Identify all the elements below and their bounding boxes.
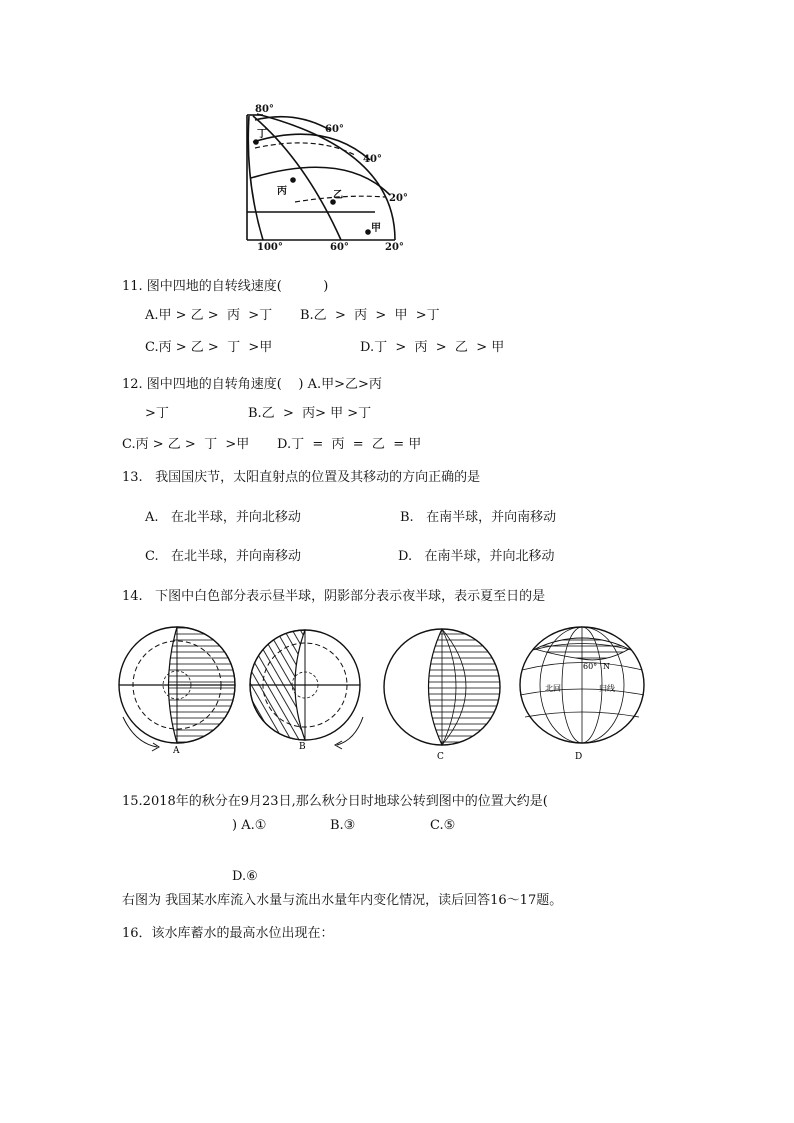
q11-option-c: C.丙 > 乙 > 丁 >甲 bbox=[145, 340, 273, 355]
globe-d bbox=[520, 627, 644, 762]
q11-option-a: A.甲 > 乙 > 丙 >丁 bbox=[145, 308, 273, 323]
globe-d-label-tropic2: 归线 bbox=[599, 684, 615, 693]
q12-stem: 12. 图中四地的自转角速度( ) A.甲>乙>丙 bbox=[122, 377, 382, 392]
q12-option-d: D.丁 = 丙 = 乙 = 甲 bbox=[277, 437, 422, 452]
globe-label-b: B bbox=[299, 742, 306, 752]
q13-option-c: C. 在北半球，并向南移动 bbox=[145, 549, 302, 564]
q11-option-b: B.乙 > 丙 > 甲 >丁 bbox=[300, 308, 440, 323]
q12-line2: >丁 bbox=[145, 406, 169, 421]
q11-stem: 11. 图中四地的自转线速度( ) bbox=[122, 279, 329, 294]
lat-label-60: 60° bbox=[325, 124, 344, 135]
globe-d-label-n: N bbox=[603, 662, 610, 671]
point-label-yi: 乙 bbox=[333, 190, 343, 201]
point-label-bing: 丙 bbox=[277, 186, 287, 197]
lon-label-100: 100° bbox=[257, 242, 283, 253]
globe-label-a: A bbox=[173, 746, 180, 756]
q12-option-b: B.乙 > 丙> 甲 >丁 bbox=[248, 406, 372, 421]
q15-option-d: D.⑥ bbox=[232, 869, 258, 884]
lat-label-40: 40° bbox=[363, 154, 382, 165]
globe-d-label-60: 60° bbox=[583, 662, 598, 671]
globe-label-c: C bbox=[437, 752, 444, 762]
lat-label-80: 80° bbox=[255, 104, 274, 115]
q13-option-b: B. 在南半球，并向南移动 bbox=[400, 510, 557, 525]
q15-option-a: ) A.① bbox=[232, 818, 267, 833]
q13-option-d: D. 在南半球，并向北移动 bbox=[398, 549, 555, 564]
globe-d-label-tropic1: 北回 bbox=[545, 684, 561, 693]
globe-a bbox=[119, 627, 235, 756]
latitude-longitude-figure bbox=[235, 100, 415, 255]
globe-b bbox=[250, 630, 363, 752]
q16-stem: 16．该水库蓄水的最高水位出现在： bbox=[122, 926, 334, 941]
lon-label-20: 20° bbox=[385, 242, 404, 253]
point-label-ding: 丁 bbox=[257, 129, 267, 140]
intro-16-17: 右图为 我国某水库流入水量与流出水量年内变化情况，读后回答16～17题。 bbox=[122, 893, 563, 908]
globes-figure bbox=[115, 625, 650, 765]
q12-option-c: C.丙 > 乙 > 丁 >甲 bbox=[122, 437, 250, 452]
q14-stem: 14. 下图中白色部分表示昼半球，阴影部分表示夜半球，表示夏至日的是 bbox=[122, 589, 546, 604]
globe-label-d: D bbox=[575, 752, 583, 762]
globe-c bbox=[384, 629, 500, 762]
lon-label-60: 60° bbox=[330, 242, 349, 253]
lat-label-20: 20° bbox=[389, 193, 408, 204]
q15-option-b: B.③ bbox=[330, 818, 356, 833]
q13-stem: 13. 我国国庆节，太阳直射点的位置及其移动的方向正确的是 bbox=[122, 470, 481, 485]
point-label-jia: 甲 bbox=[371, 223, 381, 234]
q11-option-d: D.丁 > 丙 > 乙 > 甲 bbox=[360, 340, 505, 355]
q15-stem: 15.2018年的秋分在9月23日,那么秋分日时地球公转到图中的位置大约是( bbox=[122, 794, 548, 809]
q15-option-c: C.⑤ bbox=[430, 818, 456, 833]
q13-option-a: A. 在北半球，并向北移动 bbox=[145, 510, 301, 525]
